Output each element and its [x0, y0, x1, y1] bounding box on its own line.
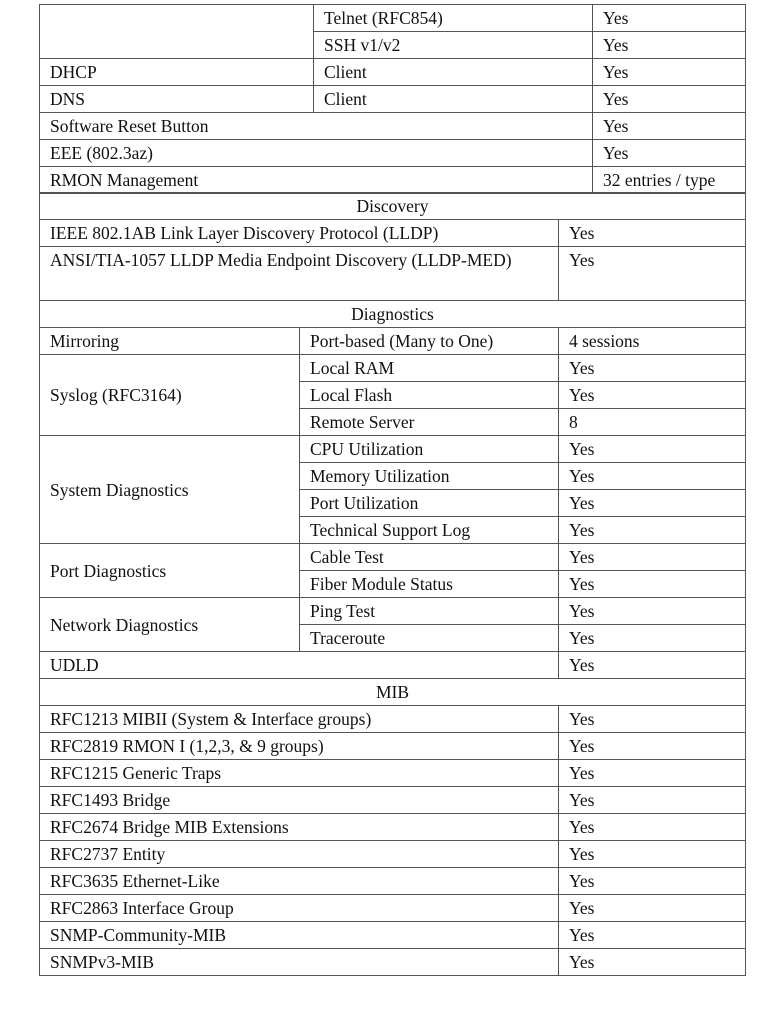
table-row — [40, 841, 746, 868]
section-title-discovery: Discovery — [40, 193, 746, 220]
feature-cell: RFC1493 Bridge — [40, 787, 559, 814]
sub-cell: Fiber Module Status — [300, 571, 559, 598]
sub-cell: Memory Utilization — [300, 463, 559, 490]
feature-cell: SNMPv3-MIB — [40, 949, 559, 976]
feature-cell: RFC2737 Entity — [40, 841, 559, 868]
table-row — [40, 247, 746, 301]
table-row — [40, 113, 746, 140]
table-row — [40, 814, 746, 841]
sub-cell: Client — [314, 86, 593, 113]
table-row — [40, 328, 746, 355]
value-cell: Yes — [593, 5, 746, 32]
feature-cell: RFC1215 Generic Traps — [40, 760, 559, 787]
value-cell: Yes — [593, 32, 746, 59]
sub-cell: Cable Test — [300, 544, 559, 571]
value-cell: Yes — [559, 598, 746, 625]
feature-cell: Software Reset Button — [40, 113, 593, 140]
table-row — [40, 220, 746, 247]
table-row — [40, 949, 746, 976]
sub-cell: CPU Utilization — [300, 436, 559, 463]
value-cell: 8 — [559, 409, 746, 436]
sub-cell: Port-based (Many to One) — [300, 328, 559, 355]
table-row — [40, 868, 746, 895]
table-row — [40, 59, 746, 86]
feature-cell — [40, 5, 314, 59]
value-cell: Yes — [559, 571, 746, 598]
value-cell: Yes — [559, 949, 746, 976]
value-cell: Yes — [559, 868, 746, 895]
value-cell: Yes — [559, 436, 746, 463]
management-table — [39, 4, 746, 194]
spec-table-page — [39, 4, 745, 976]
feature-cell: RMON Management — [40, 167, 593, 194]
value-cell: Yes — [593, 86, 746, 113]
value-cell: Yes — [559, 355, 746, 382]
features-table — [39, 192, 746, 976]
section-title-mib: MIB — [40, 679, 746, 706]
value-cell: Yes — [559, 463, 746, 490]
value-cell: 32 entries / type — [593, 167, 746, 194]
section-header-row — [40, 679, 746, 706]
table-row — [40, 140, 746, 167]
sub-cell: Technical Support Log — [300, 517, 559, 544]
table-row — [40, 760, 746, 787]
value-cell: Yes — [593, 113, 746, 140]
value-cell: Yes — [559, 544, 746, 571]
value-cell: Yes — [559, 517, 746, 544]
sub-cell: Local RAM — [300, 355, 559, 382]
value-cell: Yes — [593, 59, 746, 86]
feature-cell: RFC2863 Interface Group — [40, 895, 559, 922]
feature-cell: Network Diagnostics — [40, 598, 300, 652]
value-cell: Yes — [559, 760, 746, 787]
table-row — [40, 787, 746, 814]
sub-cell: Local Flash — [300, 382, 559, 409]
table-row — [40, 598, 746, 625]
feature-cell: DNS — [40, 86, 314, 113]
value-cell: Yes — [559, 787, 746, 814]
table-row — [40, 652, 746, 679]
value-cell: Yes — [559, 706, 746, 733]
table-row — [40, 355, 746, 382]
feature-cell: System Diagnostics — [40, 436, 300, 544]
table-row — [40, 733, 746, 760]
section-title-diagnostics: Diagnostics — [40, 301, 746, 328]
table-row — [40, 922, 746, 949]
value-cell: Yes — [559, 247, 746, 301]
value-cell: Yes — [559, 382, 746, 409]
value-cell: Yes — [559, 652, 746, 679]
section-header-row — [40, 301, 746, 328]
sub-cell: Remote Server — [300, 409, 559, 436]
feature-cell: UDLD — [40, 652, 559, 679]
value-cell: Yes — [559, 220, 746, 247]
feature-cell: SNMP-Community-MIB — [40, 922, 559, 949]
feature-cell: ANSI/TIA-1057 LLDP Media Endpoint Discovery (LLDP-MED) — [40, 247, 559, 301]
sub-cell: Ping Test — [300, 598, 559, 625]
feature-cell: Syslog (RFC3164) — [40, 355, 300, 436]
sub-cell: Port Utilization — [300, 490, 559, 517]
sub-cell: SSH v1/v2 — [314, 32, 593, 59]
value-cell: Yes — [559, 490, 746, 517]
feature-cell: EEE (802.3az) — [40, 140, 593, 167]
value-cell: Yes — [559, 841, 746, 868]
feature-cell: Port Diagnostics — [40, 544, 300, 598]
table-row — [40, 544, 746, 571]
value-cell: Yes — [559, 922, 746, 949]
value-cell: Yes — [559, 733, 746, 760]
value-cell: 4 sessions — [559, 328, 746, 355]
table-row — [40, 706, 746, 733]
feature-cell: IEEE 802.1AB Link Layer Discovery Protocol (LLDP) — [40, 220, 559, 247]
sub-cell: Telnet (RFC854) — [314, 5, 593, 32]
feature-cell: RFC1213 MIBII (System & Interface groups) — [40, 706, 559, 733]
feature-cell: Mirroring — [40, 328, 300, 355]
feature-cell: RFC3635 Ethernet-Like — [40, 868, 559, 895]
table-row — [40, 895, 746, 922]
feature-cell: RFC2674 Bridge MIB Extensions — [40, 814, 559, 841]
table-row — [40, 86, 746, 113]
feature-cell: DHCP — [40, 59, 314, 86]
section-header-row — [40, 193, 746, 220]
value-cell: Yes — [559, 895, 746, 922]
sub-cell: Traceroute — [300, 625, 559, 652]
table-row — [40, 436, 746, 463]
value-cell: Yes — [559, 625, 746, 652]
feature-cell: RFC2819 RMON I (1,2,3, & 9 groups) — [40, 733, 559, 760]
sub-cell: Client — [314, 59, 593, 86]
table-row — [40, 167, 746, 194]
value-cell: Yes — [559, 814, 746, 841]
value-cell: Yes — [593, 140, 746, 167]
table-row — [40, 5, 746, 32]
